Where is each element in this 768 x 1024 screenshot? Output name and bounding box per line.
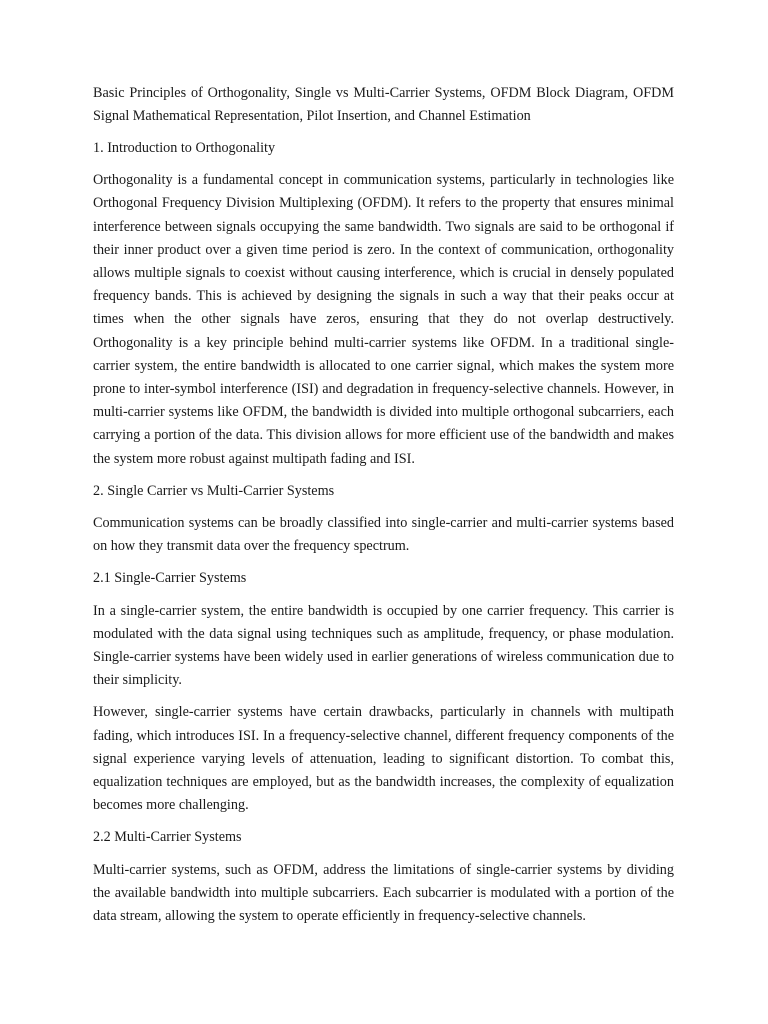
document-page (93, 82, 674, 937)
section-paragraph-intro: Orthogonality is a fundamental concept in communication systems, particularly in technologies like Orthogonal Frequency Division Multiplexing (OFDM). It refers to the property that ensures minimal interference between signals occupying the same bandwidth. Two signals are said to be orthogonal if their inner product over a given time period is zero. In the context of communication, orthogonality allows multiple signals to coexist without causing interference, which is crucial in densely populated frequency bands. This is achieved by designing the signals in such a way that their peaks occur at times when the other signals have zeros, ensuring that they do not overlap destructively. Orthogonality is a key principle behind multi-carrier systems like OFDM. In a traditional single-carrier system, the entire bandwidth is allocated to one carrier signal, which makes the system more prone to inter-symbol interference (ISI) and degradation in frequency-selective channels. However, in multi-carrier systems like OFDM, the bandwidth is divided into multiple orthogonal subcarriers, each carrying a portion of the data. This division allows for more efficient use of the bandwidth and makes the system more robust against multipath fading and ISI. (93, 172, 674, 467)
section-paragraph-single-vs-multi: Communication systems can be broadly classified into single-carrier and multi-carrier systems based on how they transmit data over the frequency spectrum. (93, 514, 674, 555)
section-paragraph-single-carrier-1: In a single-carrier system, the entire bandwidth is occupied by one carrier frequency. This carrier is modulated with the data signal using techniques such as amplitude, frequency, or phase modulation. Single-carrier systems have been widely used in earlier generations of wireless communication due to their simplicity. (93, 602, 674, 689)
section-paragraph-single-carrier-2: However, single-carrier systems have certain drawbacks, particularly in channels with multipath fading, which introduces ISI. In a frequency-selective channel, different frequency components of the signal experience varying levels of attenuation, leading to significant distortion. To combat this, equalization techniques are employed, but as the bandwidth increases, the complexity of equalization becomes more challenging. (93, 704, 674, 814)
section-heading-intro: 1. Introduction to Orthogonality (93, 139, 276, 156)
section-heading-single-vs-multi: 2. Single Carrier vs Multi-Carrier Systems (93, 482, 335, 499)
document-title: Basic Principles of Orthogonality, Single vs Multi-Carrier Systems, OFDM Block Diagram, OFDM Signal Mathematical Representation, Pilot Insertion, and Channel Estimation (93, 85, 674, 125)
section-paragraph-multi-carrier: Multi-carrier systems, such as OFDM, address the limitations of single-carrier systems by dividing the available bandwidth into multiple subcarriers. Each subcarrier is modulated with a portion of the data stream, allowing the system to operate efficiently in frequency-selective channels. (93, 861, 674, 924)
section-heading-multi-carrier: 2.2 Multi-Carrier Systems (93, 829, 242, 846)
section-heading-single-carrier: 2.1 Single-Carrier Systems (93, 570, 247, 587)
